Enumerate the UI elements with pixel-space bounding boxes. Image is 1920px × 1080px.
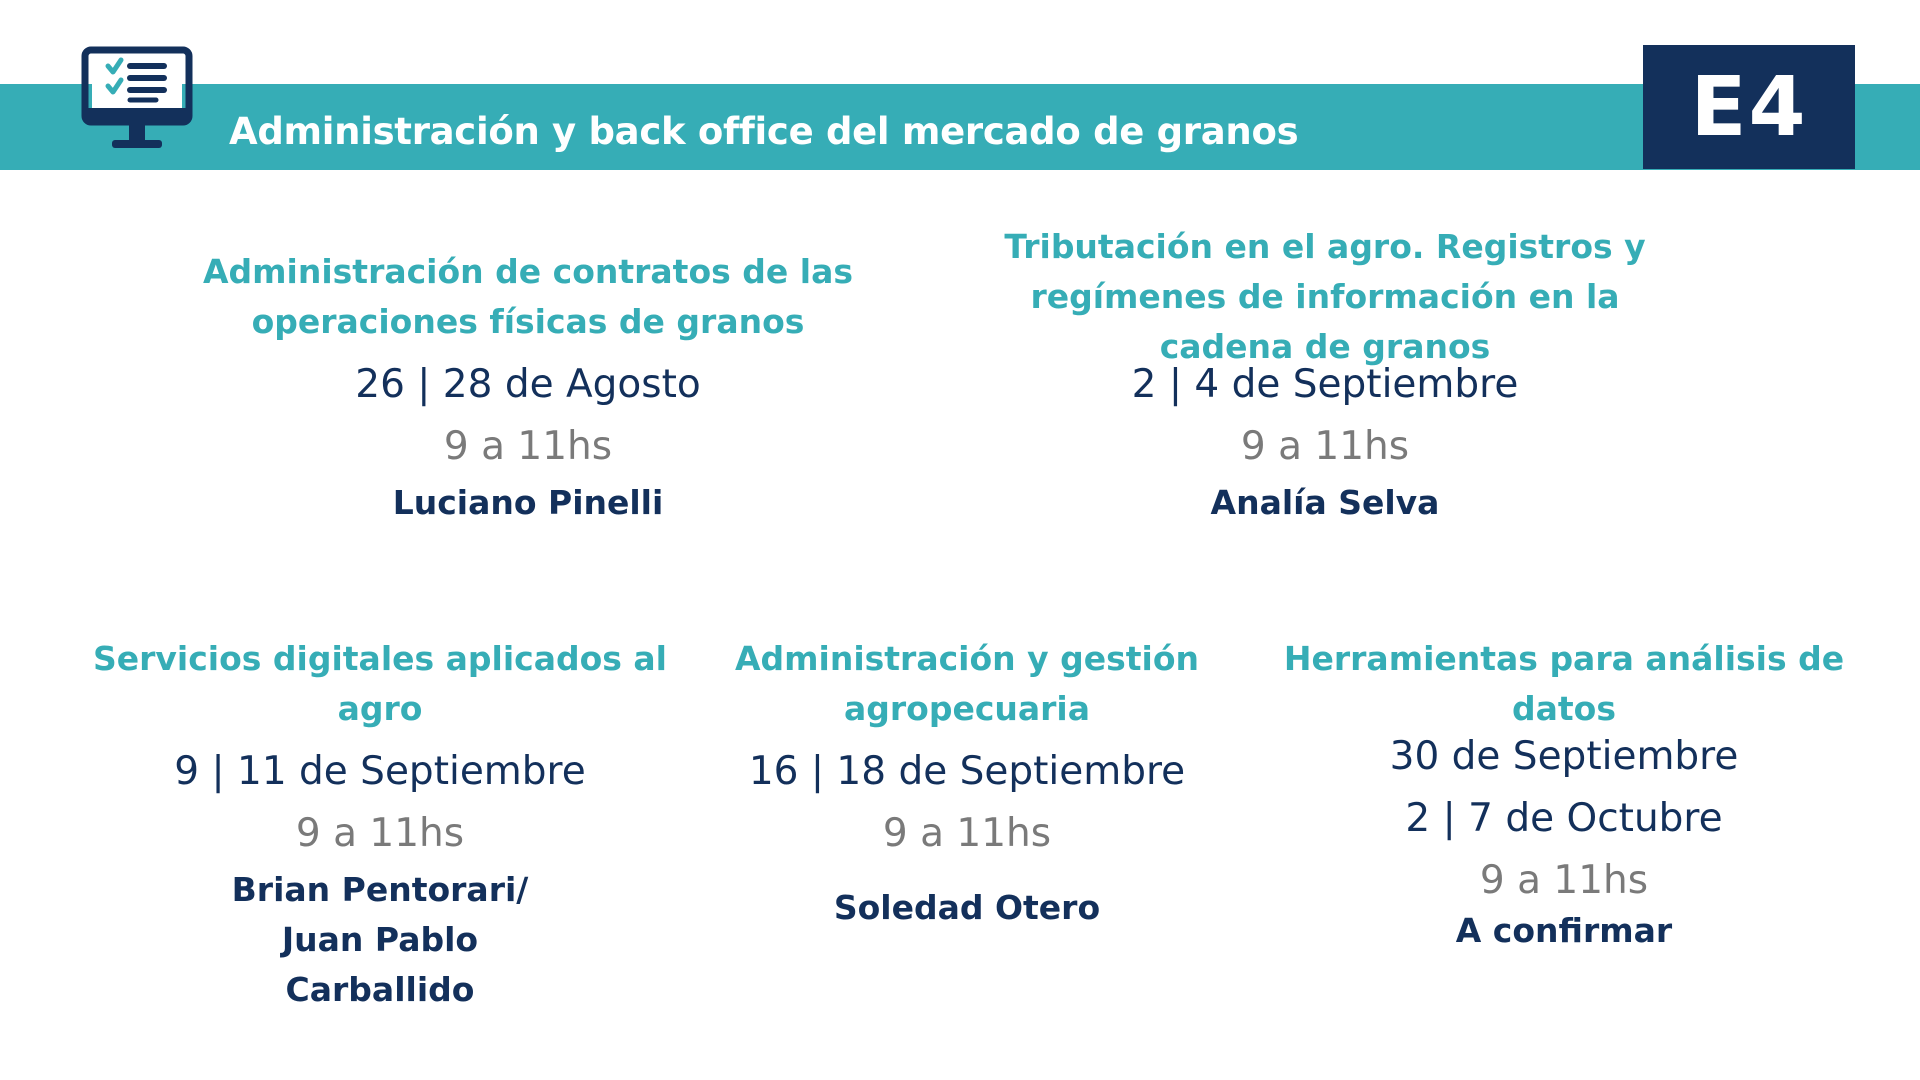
course-date: 9 | 11 de Septiembre	[174, 749, 586, 794]
course-title	[975, 222, 1675, 372]
course-dates	[1232, 726, 1896, 850]
course-card	[1232, 634, 1896, 956]
course-title-line: datos	[1512, 689, 1616, 728]
course-teacher	[652, 883, 1282, 933]
course-title	[1232, 634, 1896, 734]
course-title-line: Herramientas para análisis de	[1283, 639, 1845, 678]
course-date: 30 de Septiembre	[1389, 734, 1739, 779]
course-teacher-line: Analía Selva	[1210, 483, 1440, 522]
course-dates	[652, 741, 1282, 803]
course-title-line: Tributación en el agro. Registros y	[1004, 227, 1646, 266]
course-title-line: Administración y gestión	[734, 639, 1200, 678]
course-time: 9 a 11hs	[443, 424, 613, 469]
course-teacher-line: Carballido	[285, 970, 475, 1009]
course-teacher-line: Luciano Pinelli	[392, 483, 664, 522]
course-teacher-line: Brian Pentorari/	[231, 870, 529, 909]
course-date: 2 | 7 de Octubre	[1405, 796, 1723, 841]
course-title-line: agro	[337, 689, 423, 728]
course-dates	[975, 354, 1675, 416]
course-dates	[40, 741, 720, 803]
course-date: 2 | 4 de Septiembre	[1131, 362, 1519, 407]
course-title-line: regímenes de información en la	[1030, 277, 1620, 316]
course-title-line: Administración de contratos de las	[203, 252, 853, 291]
course-time: 9 a 11hs	[1240, 424, 1410, 469]
module-badge-label: E4	[1690, 59, 1808, 155]
course-teacher	[975, 478, 1675, 528]
course-card	[40, 634, 720, 1015]
page-title: Administración y back office del mercado de granos	[229, 110, 1299, 153]
course-teacher-line: Soledad Otero	[833, 888, 1101, 927]
course-title-line: operaciones físicas de granos	[251, 302, 805, 341]
course-date: 26 | 28 de Agosto	[355, 362, 701, 407]
course-card	[652, 634, 1282, 933]
course-title	[652, 634, 1282, 734]
course-time: 9 a 11hs	[882, 811, 1052, 856]
monitor-checklist-icon	[80, 42, 194, 160]
course-teacher-line: Juan Pablo	[281, 920, 479, 959]
course-date: 16 | 18 de Septiembre	[748, 749, 1186, 794]
course-title-line: cadena de granos	[1159, 327, 1491, 366]
course-teacher-line: A confirmar	[1455, 911, 1673, 950]
course-teacher	[1232, 906, 1896, 956]
course-card	[178, 247, 878, 528]
course-title	[40, 634, 720, 734]
course-time: 9 a 11hs	[295, 811, 465, 856]
course-title	[178, 247, 878, 347]
course-teacher	[178, 478, 878, 528]
course-title-line: agropecuaria	[843, 689, 1091, 728]
course-title-line: Servicios digitales aplicados al	[92, 639, 667, 678]
course-time: 9 a 11hs	[1479, 858, 1649, 903]
course-teacher	[40, 865, 720, 1015]
course-dates	[178, 354, 878, 416]
module-badge	[1643, 45, 1855, 169]
course-card	[975, 222, 1675, 528]
